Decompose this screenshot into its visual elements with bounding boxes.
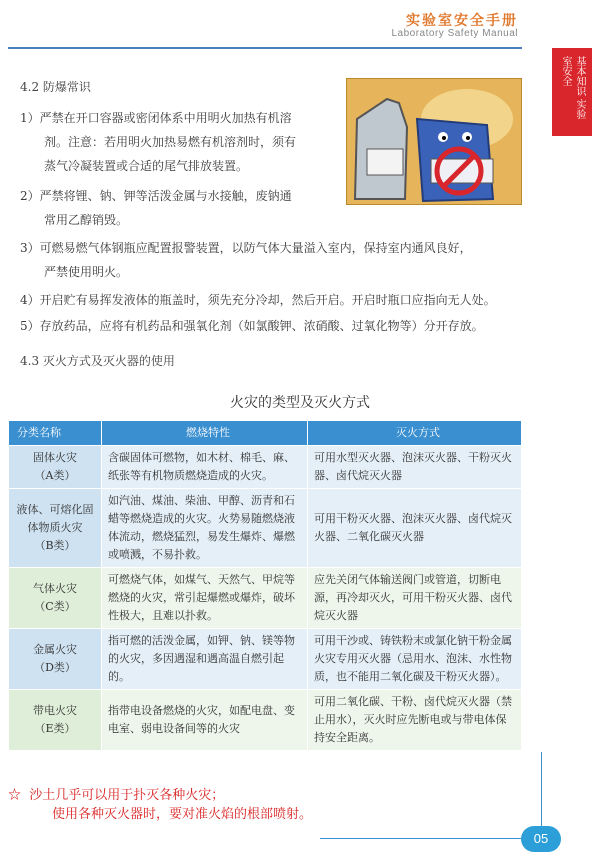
rule-line: 严禁使用明火。 — [20, 265, 129, 279]
rule-line: 5）存放药品，应将有机药品和强氧化剂（如氯酸钾、浓硝酸、过氧化物等）分开存放。 — [20, 319, 484, 333]
star-icon: ☆ — [8, 788, 22, 803]
tip-line: 沙土几乎可以用于扑灭各种火灾； — [29, 788, 225, 803]
rule-line: 剂。注意：若用明火加热易燃有机溶剂时，须有 — [20, 135, 297, 149]
table-row — [9, 446, 522, 489]
rule-line: 1）严禁在开口容器或密闭体系中用明火加热有机溶 — [20, 111, 292, 125]
method-cell: 应先关闭气体输送阀门或管道，切断电源，再冷却灭火，可用干粉灭火器、卤代烷灭火器 — [308, 568, 522, 629]
rule-line: 4）开启贮有易挥发液体的瓶盖时，须先充分冷却，然后开启。开启时瓶口应指向无人处。 — [20, 293, 496, 307]
rule-line: 2）严禁将锂、钠、钾等活泼金属与水接触，废钠通 — [20, 189, 292, 203]
category-cell: 金属火灾 （D类） — [9, 629, 102, 690]
section-43-title: 4.3 灭火方式及灭火器的使用 — [20, 354, 175, 368]
safety-illustration — [346, 78, 522, 205]
tip-note — [8, 786, 312, 824]
category-cell: 气体火灾 （C类） — [9, 568, 102, 629]
rule-line: 常用乙醇销毁。 — [20, 213, 129, 227]
feature-cell: 含碳固体可燃物，如木材、棉毛、麻、纸张等有机物质燃烧造成的火灾。 — [102, 446, 308, 489]
feature-cell: 指带电设备燃烧的火灾，如配电盘、变电室、弱电设备间等的火灾 — [102, 690, 308, 751]
fire-types-table — [8, 420, 522, 751]
rule-line: 蒸气冷凝装置或合适的尾气排放装置。 — [20, 159, 249, 173]
feature-cell: 如汽油、煤油、柴油、甲醇、沥青和石蜡等燃烧造成的火灾。火势易随燃烧液体流动，燃烧猛烈，易发生爆炸、爆燃或喷溅，不易扑救。 — [102, 489, 308, 568]
section-42-title: 4.2 防爆常识 — [20, 80, 91, 94]
page-number: 05 — [521, 826, 561, 852]
method-cell: 可用干沙或、铸铁粉末或氯化钠干粉金属火灾专用灭火器（忌用水、泡沫、水性物质，也不能用二氧化碳及干粉灭火器）。 — [308, 629, 522, 690]
method-cell: 可用二氧化碳、干粉、卤代烷灭火器（禁止用水），灭火时应先断电或与带电体保持安全距离。 — [308, 690, 522, 751]
category-cell: 液体、可熔化固体物质火灾 （B类） — [9, 489, 102, 568]
column-header-method: 灭火方式 — [308, 421, 522, 446]
category-cell: 固体火灾 （A类） — [9, 446, 102, 489]
footer-line — [320, 838, 528, 839]
method-cell: 可用干粉灭火器、泡沫灭火器、卤代烷灭火器、二氧化碳灭火器 — [308, 489, 522, 568]
table-row — [9, 489, 522, 568]
category-cell: 带电火灾 （E类） — [9, 690, 102, 751]
header-subtitle: Laboratory Safety Manual — [391, 28, 518, 39]
table-row — [9, 690, 522, 751]
method-cell: 可用水型灭火器、泡沫灭火器、干粉灭火器、卤代烷灭火器 — [308, 446, 522, 489]
header-divider — [8, 47, 522, 49]
table-row — [9, 629, 522, 690]
side-tab: 基本知识 实验室安全 — [552, 48, 592, 136]
tip-line: 使用各种灭火器时，要对准火焰的根部喷射。 — [52, 807, 313, 822]
feature-cell: 可燃烧气体，如煤气、天然气、甲烷等燃烧的火灾，常引起爆燃或爆炸，破坏性极大，且难以扑救。 — [102, 568, 308, 629]
column-header-feature: 燃烧特性 — [102, 421, 308, 446]
table-row — [9, 568, 522, 629]
footer-vertical-line — [541, 752, 542, 826]
rule-line: 3）可燃易燃气体钢瓶应配置报警装置，以防气体大量溢入室内，保持室内通风良好， — [20, 241, 472, 255]
feature-cell: 指可燃的活泼金属，如钾、钠、镁等物的火灾，多因遇湿和遇高温自燃引起的。 — [102, 629, 308, 690]
table-title: 火灾的类型及灭火方式 — [230, 395, 370, 411]
header-title: 实验室安全手册 — [406, 13, 518, 29]
column-header-category: 分类名称 — [9, 421, 102, 446]
